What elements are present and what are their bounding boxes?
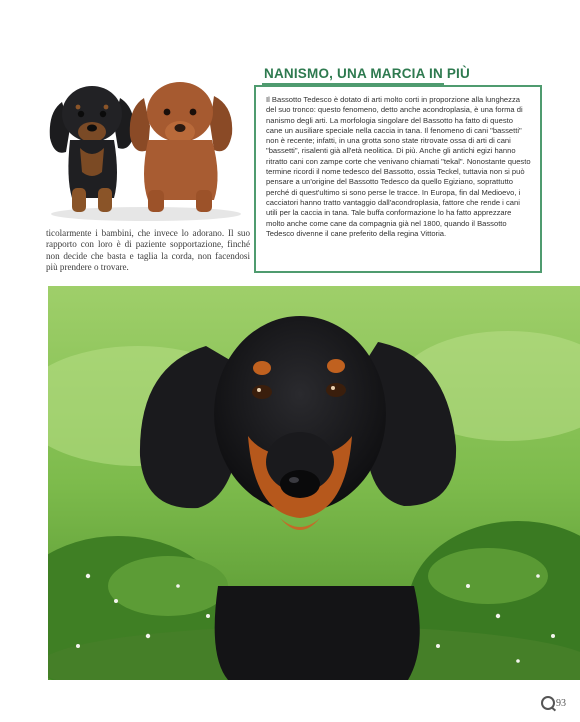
page-footer: [541, 696, 566, 710]
sidebar-title: NANISMO, UNA MARCIA IN PIÙ: [262, 66, 474, 81]
sidebar-body: Il Bassotto Tedesco è dotato di arti molto corti in proporzione alla lunghezza del suo tronco: questo fenomeno, detto anche acondroplasia, è una forma di nanismo degli arti. La morfologia singolare del Bassotto ha fatto di questo cane un ausiliare speciale nella caccia in tana. Il fenomeno di cani "bassetti" non è recente; infatti, in una grotta sono state ritrovate ossa di arti di cani "bassetti", risalenti già all'età neolitica. Di più. Anche gli antichi egizi hanno ritratto cani con zampe corte che venivano chiamati "tekal". Nonostante questo termine ricordi il nome tedesco del Bassotto, ossia Teckel, tuttavia non si può pensare a un'origine del Bassotto Tedesco da quello Egiziano, soprattutto perché di quest'ultimo si sono perse le tracce. In Europa, fin dal Medioevo, i cacciatori hanno tratto vantaggio dall'acondroplasia, fattore che rende i cani utili per la caccia in tana. Tale buffa conformazione lo ha fatto apprezzare molto anche come cane da compagnia già nel 1800, quando il Bassotto Tedesco divenne il cane preferito della regina Vittoria.: [266, 95, 531, 238]
dachshund-photo: [48, 286, 580, 680]
body-text-left: ticolarmente i bambini, che invece lo adorano. Il suo rapporto con loro è di paziente sopportazione, finché non decide che basta e taglia la corda, non facendosi più prendere o trovare.: [46, 228, 250, 273]
sidebar-box: [254, 85, 542, 273]
page-number: 93: [556, 697, 566, 709]
sidebar-title-underline: [262, 83, 444, 85]
puppies-photo: [36, 48, 250, 226]
q-magnifier-icon: [541, 696, 555, 710]
